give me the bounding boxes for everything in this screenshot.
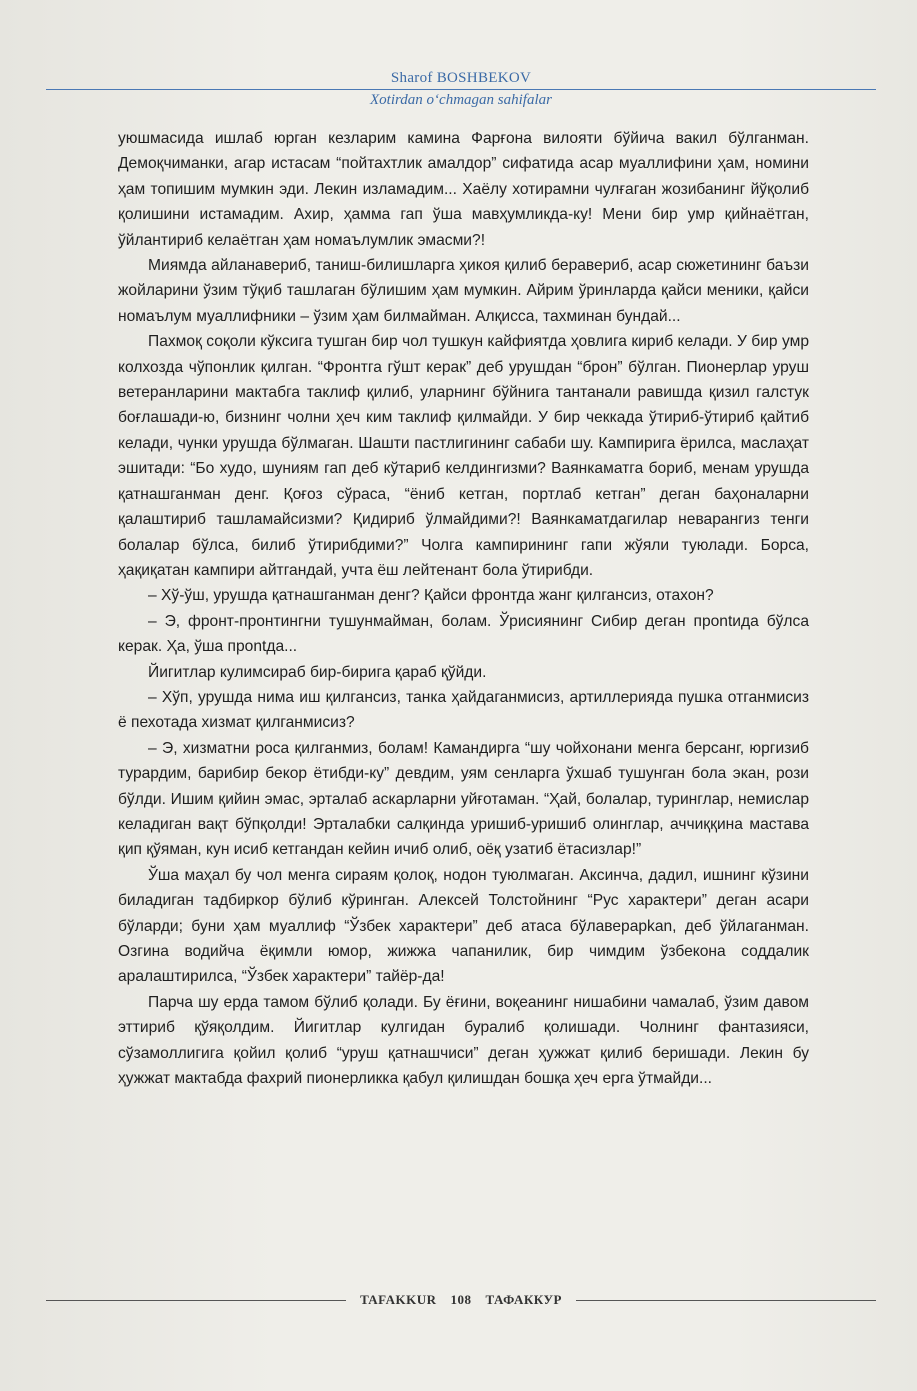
page-number: 108	[450, 1292, 472, 1307]
paragraph: – Хў-ўш, урушда қатнашганман денг? Қайси фронтда жанг қилгансиз, отахон?	[148, 587, 714, 605]
paragraph: Пахмоқ соқоли кўксига тушган бир чол тушкун кайфиятда ҳовлига кириб келади. У бир умр колхозда чўпонлик қилган. “Фронтга гўшт керак” деб урушдан “брон” бўлган. Пионерлар уруш ветеранларини мактабга таклиф қилиб, уларнинг бўйнига тантанали равишда қизил галстук боғлашади-ю, бизнинг чолни ҳеч ким таклиф қилмайди. У бир чеккада ўтириб-ўтириб қайтиб келади, чунки урушда бўлмаган. Шашти пастлигининг сабаби шу. Кампирига ёрилса, маслаҳат эшитади: “Бо худо, шуниям гап деб кўтариб келдингизми? Ваянкаматга бориб, менам урушда қатнашганман денг. Қоғоз сўраса, “ёниб кетган, портлаб кетган” деган баҳоналарни қалаштириб ташламайсизми? Қидириб ўлмайдими?! Ваянкаматдагилар неварангиз тенги болалар бўлса, билиб ўтирибдими?” Чолга кампирининг гапи жўяли туюлади. Борса, ҳақиқатан кампири айтгандай, учта ёш лейтенант бола ўтирибди.	[118, 333, 809, 579]
footer-rule-left	[46, 1300, 346, 1301]
header-author: Sharof BOSHBEKOV	[390, 70, 532, 86]
body-text	[118, 126, 809, 1091]
footer-journal-latin: TAFAKKUR	[360, 1292, 437, 1307]
footer-journal-cyrillic: ТАФАККУР	[485, 1292, 562, 1307]
paragraph: – Хўп, урушда нима иш қилгансиз, танка ҳайдаганмисиз, артиллерияда пушка отганмисиз ё пехотада хизмат қилганмисиз?	[118, 688, 809, 732]
paragraph: Йигитлар кулимсираб бир-бирига қараб қўйди.	[148, 663, 487, 681]
running-footer	[46, 1290, 876, 1310]
paragraph: Ўша маҳал бу чол менга сираям қолоқ, нодон туюлмаган. Аксинча, дадил, ишнинг кўзини биладиган тадбиркор бўлиб кўринган. Алексей Толстойнинг “Рус характери” деган асари бўларди; буни ҳам муаллиф “Ўзбек характери” деб атаса бўлаверарkan, деб ўйлаганман. Озгина водийча ёқимли юмор, жижжа чапанилик, бир чимдим ўзбекона соддалик аралаштирилса, “Ўзбек характери” тайёр-да!	[118, 866, 809, 986]
paragraph: уюшмасида ишлаб юрган кезларим камина Фарғона вилояти бўйича вакил бўлганман. Демоқчиманки, агар истасам “пойтахтлик амалдор” сифатида асар муаллифини ҳам, номини ҳам топишим мумкин эди. Лекин изламадим... Хаёлу хотирамни чулғаган жозибанинг йўқолиб қолишини истамадим. Ахир, ҳамма гап ўша мавҳумликда-ку! Мени бир умр қийнаётган, ўйлантириб келаётган ҳам номаълумлик эмасми?!	[118, 130, 809, 249]
running-header	[46, 68, 876, 110]
paragraph: Миямда айланавериб, таниш-билишларга ҳикоя қилиб беравериб, асар сюжетининг баъзи жойларини ўзим тўқиб ташлаган бўлишим ҳам мумкин. Айрим ўринларда қайси меники, қайси номаълум муаллифники – ўзим ҳам билмайман. Алқисса, тахминан бундай...	[118, 257, 809, 325]
paragraph: – Э, фронт-пронтингни тушунмайман, болам. Ўрисиянинг Сибир деган прontида бўлса керак. Ҳа, ўша прontда...	[118, 612, 809, 656]
footer-rule-right	[576, 1300, 876, 1301]
header-subtitle: Xotirdan o‘chmagan sahifalar	[370, 92, 552, 108]
paragraph: – Э, хизматни роса қилганмиз, болам! Камандирга “шу чойхонани менга берсанг, юргизиб турардим, барибир бекор ётибди-ку” девдим, уям сенларга ўхшаб тушунган бола экан, рози бўлди. Ишим қийин эмас, эрталаб аскарларни уйғотаман. “Ҳай, болалар, туринглар, немислар келадиган вақт бўпқолди! Эрталабки салқинда уришиб-уришиб олинглар, аччиққина мастава қип қўяман, кун исиб кетгандан кейин ичиб олиб, оёқ узатиб ётасизлар!”	[118, 739, 809, 859]
paragraph: Парча шу ерда тамом бўлиб қолади. Бу ёғини, воқеанинг нишабини чамалаб, ўзим давом эттириб қўяқолдим. Йигитлар кулгидан буралиб қолишади. Чолнинг фантазияси, сўзамоллигига қойил қолиб “уруш қатнашчиси” деган ҳужжат қилиб беришади. Лекин бу ҳужжат мактабда фахрий пионерликка қабул қилишдан бошқа ҳеч ерга ўтмайди...	[118, 993, 809, 1088]
